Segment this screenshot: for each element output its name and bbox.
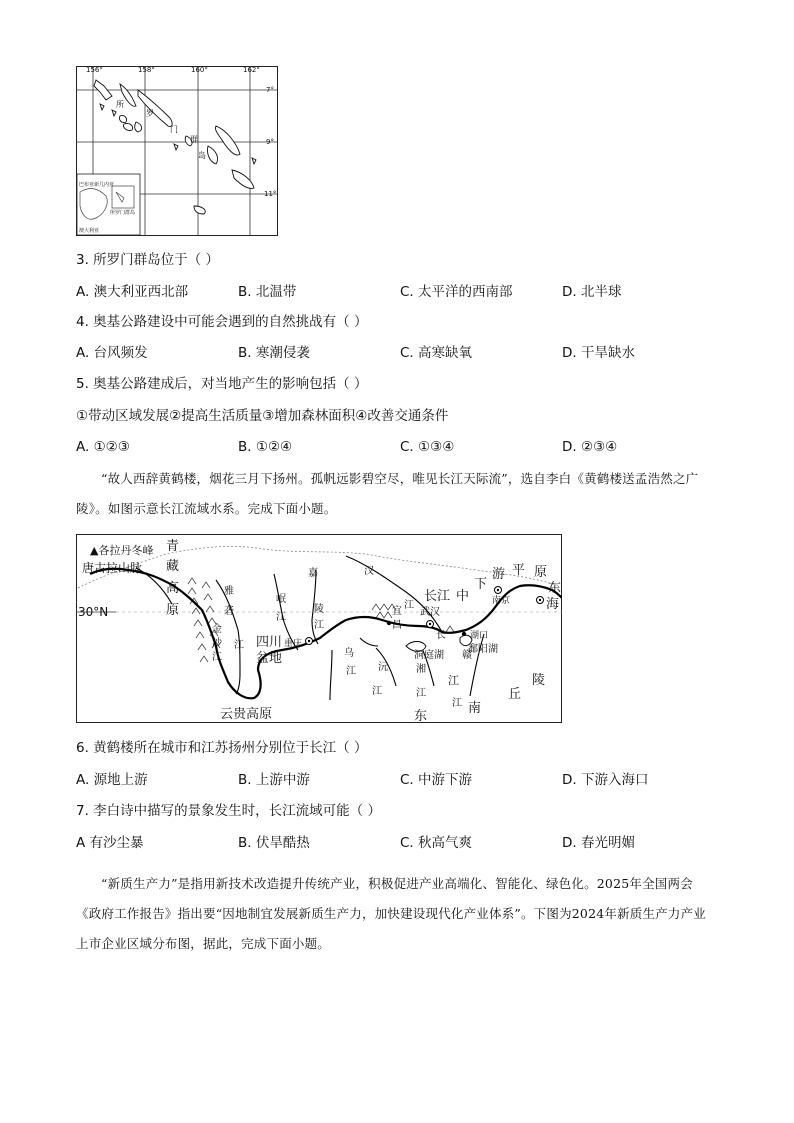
sichuan-label: 四川 bbox=[256, 635, 283, 650]
passage-new-productive-forces: “新质生产力”是指用新技术改造提升传统产业，积极促进产业高端化、智能化、绿色化。2025年全国两会《政府工作报告》指出要“因地制宜发展新质生产力，加快建设现代化产业体系”。下图为2024年新质生产力产业上市企业区域分布图，据此，完成下面小题。 bbox=[76, 876, 706, 951]
han-char: 汉 bbox=[364, 566, 374, 577]
question-6-option-b[interactable]: B. 上游中游 bbox=[238, 772, 310, 788]
lat-30n-label: 30°N bbox=[78, 605, 109, 619]
question-7-option-c[interactable]: C. 秋高气爽 bbox=[400, 835, 473, 851]
question-5-option-a[interactable]: A. ①②③ bbox=[76, 439, 130, 455]
lon-label: 160° bbox=[191, 66, 208, 74]
yalong-char: 雅 bbox=[224, 586, 234, 597]
zhong-char: 中 bbox=[456, 589, 470, 604]
island-label: 所 bbox=[116, 100, 124, 109]
range-label: 唐古拉山脉 bbox=[82, 561, 143, 575]
lon-label: 156° bbox=[86, 66, 103, 74]
question-3-option-c[interactable]: C. 太平洋的西南部 bbox=[400, 284, 513, 300]
gan-char: 赣 bbox=[462, 650, 472, 661]
question-6-stem: 6. 黄鹤楼所在城市和江苏扬州分别位于长江（ ） bbox=[76, 740, 368, 756]
passage-li-bai: “故人西辞黄鹤楼，烟花三月下扬州。孤帆远影碧空尽，唯见长江天际流”，选自李白《黄鹤楼送孟浩然之广陵》。如图示意长江流域水系。完成下面小题。 bbox=[76, 471, 699, 516]
min-char: 江 bbox=[276, 612, 286, 623]
question-7-stem: 7. 李白诗中描写的景象发生时，长江流域可能（ ） bbox=[76, 803, 381, 819]
question-5-option-c[interactable]: C. ①③④ bbox=[400, 439, 455, 455]
plateau-qz-char: 原 bbox=[166, 603, 180, 618]
question-3-stem: 3. 所罗门群岛位于（ ） bbox=[76, 252, 219, 268]
jialing-char: 陵 bbox=[314, 604, 324, 615]
city-nanjing: 南京 bbox=[492, 596, 511, 606]
lon-label: 162° bbox=[243, 66, 260, 74]
yuan2-char: 原 bbox=[534, 565, 548, 580]
question-6-option-d[interactable]: D. 下游入海口 bbox=[562, 772, 649, 788]
changjiang-label: 长江 bbox=[424, 589, 451, 604]
question-6-option-c[interactable]: C. 中游下游 bbox=[400, 772, 473, 788]
question-4-option-a[interactable]: A. 台风频发 bbox=[76, 345, 148, 361]
yichang-char: 昌 bbox=[392, 620, 402, 631]
yalong-char: 江 bbox=[234, 640, 244, 651]
island-label: 岛 bbox=[198, 151, 206, 160]
jialing-char: 嘉 bbox=[308, 568, 318, 579]
solomon-map-svg bbox=[76, 66, 278, 236]
wu-char: 乌 bbox=[344, 648, 354, 659]
yangtze-map-svg bbox=[76, 534, 562, 723]
question-5-option-b[interactable]: B. ①②④ bbox=[238, 439, 293, 455]
yalong-char: 砻 bbox=[224, 606, 234, 617]
city-chongqing: 重庆 bbox=[284, 639, 303, 649]
question-7-option-d[interactable]: D. 春光明媚 bbox=[562, 835, 635, 851]
peak-label: ▲各拉丹冬峰 bbox=[90, 544, 154, 557]
inset-label: 澳大利亚 bbox=[79, 228, 100, 234]
island-label: 群 bbox=[190, 135, 198, 144]
jinsha-char: 沙 bbox=[212, 638, 222, 649]
island-label: 门 bbox=[170, 125, 178, 134]
lake-dongting: 洞庭湖 bbox=[414, 650, 444, 661]
min-char: 岷 bbox=[276, 594, 286, 605]
question-4-option-c[interactable]: C. 高寒缺氧 bbox=[400, 345, 473, 361]
question-4-option-b[interactable]: B. 寒潮侵袭 bbox=[238, 345, 310, 361]
jiangnan-char: 江 bbox=[448, 674, 459, 687]
city-hukou: 湖口 bbox=[470, 631, 489, 641]
lat-label: 7° bbox=[266, 86, 274, 94]
question-6-option-a[interactable]: A. 源地上游 bbox=[76, 772, 148, 788]
question-3-option-b[interactable]: B. 北温带 bbox=[238, 284, 297, 300]
lat-label: 9° bbox=[266, 138, 274, 146]
question-7-option-a[interactable]: A 有沙尘暴 bbox=[76, 835, 144, 851]
jinsha-char: 金 bbox=[212, 624, 222, 635]
yichang-char: 宜 bbox=[392, 606, 402, 617]
yuan-char: 沅 bbox=[378, 662, 388, 673]
han-char: 江 bbox=[404, 600, 414, 611]
plateau-qz-char: 高 bbox=[166, 581, 180, 596]
plateau-qz-char: 藏 bbox=[166, 559, 180, 574]
island-label: 罗 bbox=[146, 109, 154, 118]
ling-char: 陵 bbox=[532, 673, 546, 688]
wu-char: 江 bbox=[346, 666, 356, 677]
plateau-yg-label: 云贵高原 bbox=[220, 707, 273, 722]
lake-poyang: 鄱阳湖 bbox=[468, 644, 498, 655]
ping-char: 平 bbox=[512, 563, 526, 578]
yuan-char: 江 bbox=[372, 686, 382, 697]
solomon-islands-map bbox=[76, 66, 278, 236]
lat-label: 11° bbox=[264, 190, 277, 198]
sichuan-label: 盆地 bbox=[256, 651, 283, 666]
xiang-char: 江 bbox=[416, 688, 426, 699]
gan-char: 江 bbox=[452, 698, 462, 709]
jinsha-char: 江 bbox=[212, 652, 222, 663]
question-3-option-d[interactable]: D. 北半球 bbox=[562, 284, 622, 300]
chang-char: 长 bbox=[436, 630, 446, 641]
inset-label: 巴布亚新几内亚 bbox=[79, 182, 115, 188]
dong-char: 东 bbox=[548, 581, 562, 596]
question-4-option-d[interactable]: D. 干旱缺水 bbox=[562, 345, 635, 361]
yangtze-river-map bbox=[76, 534, 562, 723]
question-3-option-a[interactable]: A. 澳大利亚西北部 bbox=[76, 284, 189, 300]
dong2-char: 东 bbox=[414, 709, 428, 723]
lon-label: 158° bbox=[138, 66, 155, 74]
hai-char: 海 bbox=[546, 597, 560, 612]
jiangnan-char: 南 bbox=[468, 701, 482, 716]
question-7-option-b[interactable]: B. 伏旱酷热 bbox=[238, 835, 310, 851]
city-wuhan: 武汉 bbox=[420, 607, 440, 618]
plateau-qz-char: 青 bbox=[166, 539, 180, 554]
question-5-option-d[interactable]: D. ②③④ bbox=[562, 439, 618, 455]
xia-char: 下 bbox=[474, 577, 488, 592]
xiang-char: 湘 bbox=[416, 664, 426, 675]
inset-label: 所罗门群岛 bbox=[110, 210, 136, 216]
jialing-char: 江 bbox=[314, 620, 324, 631]
question-4-stem: 4. 奥基公路建设中可能会遇到的自然挑战有（ ） bbox=[76, 314, 368, 330]
question-5-stem: 5. 奥基公路建成后，对当地产生的影响包括（ ） bbox=[76, 376, 368, 392]
you-char: 游 bbox=[492, 567, 506, 582]
qiu-char: 丘 bbox=[508, 687, 522, 702]
question-5-statements: ①带动区域发展②提高生活质量③增加森林面积④改善交通条件 bbox=[76, 408, 449, 424]
